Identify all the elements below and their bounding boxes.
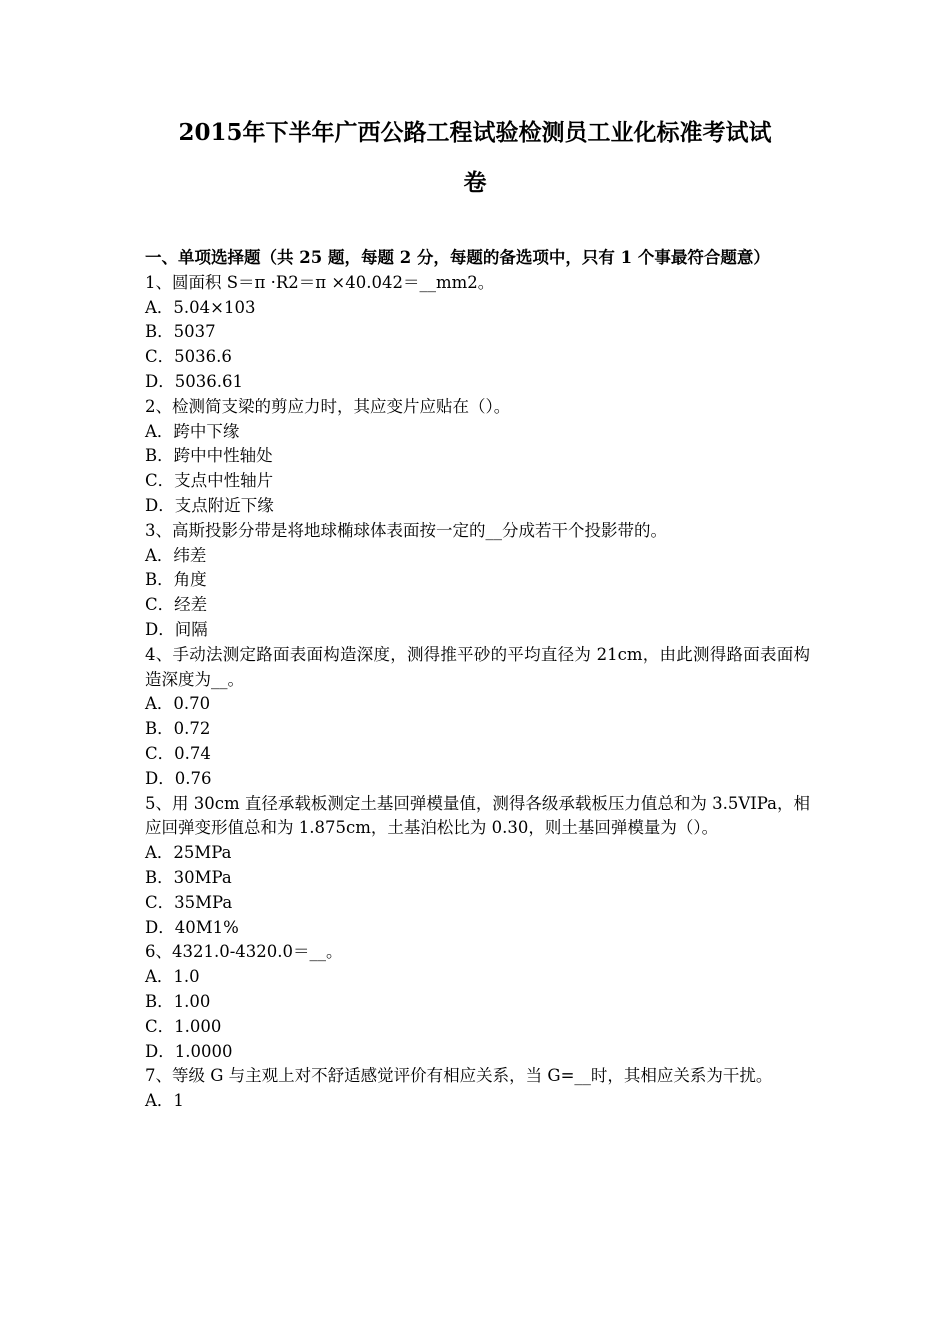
option-b: B．角度 (145, 570, 207, 590)
option-c: C．经差 (145, 595, 208, 615)
option-d: D．支点附近下缘 (145, 495, 274, 515)
option-b: B．30MPa (145, 867, 232, 887)
question-6 (145, 940, 810, 1064)
option-a: A．纬差 (145, 545, 207, 565)
question-3 (145, 519, 810, 643)
question-1 (145, 271, 810, 395)
option-c: C．支点中性轴片 (145, 471, 274, 491)
title-line-1: 2015年下半年广西公路工程试验检测员工业化标准考试试 (178, 119, 772, 146)
option-a: A．1.0 (145, 967, 200, 987)
question-stem: 5、用 30cm 直径承载板测定土基回弹模量值，测得各级承载板压力值总和为 3.5VIPa，相应回弹变形值总和为 1.875cm，土基泊松比为 0.30，则土基回弹模量为（）。 (145, 793, 810, 838)
option-a: A．0.70 (145, 694, 211, 714)
section-heading: 一、单项选择题（共 25 题，每题 2 分，每题的备选项中，只有 1 个事最符合题意） (145, 248, 770, 267)
option-d: D．40M1% (145, 917, 239, 937)
question-7 (145, 1064, 810, 1114)
question-stem: 3、高斯投影分带是将地球椭球体表面按一定的__分成若干个投影带的。 (145, 520, 667, 540)
question-2 (145, 395, 810, 519)
option-b: B．0.72 (145, 719, 211, 739)
option-c: C．0.74 (145, 743, 211, 763)
question-stem: 7、等级 G 与主观上对不舒适感觉评价有相应关系，当 G=__时，其相应关系为干扰。 (145, 1066, 773, 1086)
option-d: D．5036.61 (145, 371, 243, 391)
question-stem: 1、圆面积 S＝π ·R2＝π ×40.042＝__mm2。 (145, 272, 495, 292)
option-b: B．5037 (145, 322, 216, 342)
option-c: C．1.000 (145, 1016, 222, 1036)
document-body (145, 246, 810, 1114)
option-d: D．0.76 (145, 768, 212, 788)
question-stem: 6、4321.0-4320.0＝__。 (145, 942, 343, 962)
question-5 (145, 792, 810, 941)
option-c: C．5036.6 (145, 347, 232, 367)
option-b: B．跨中中性轴处 (145, 446, 273, 466)
option-d: D．间隔 (145, 619, 208, 639)
title-line-2: 卷 (463, 169, 487, 196)
option-d: D．1.0000 (145, 1041, 233, 1061)
question-stem: 4、手动法测定路面表面构造深度，测得推平砂的平均直径为 21cm，由此测得路面表面构造深度为__。 (145, 644, 810, 689)
option-a: A．25MPa (145, 843, 232, 863)
document-title (120, 108, 830, 208)
option-c: C．35MPa (145, 892, 233, 912)
option-a: A．跨中下缘 (145, 421, 240, 441)
question-stem: 2、检测简支梁的剪应力时，其应变片应贴在（）。 (145, 396, 511, 416)
option-a: A．1 (145, 1091, 184, 1111)
question-4 (145, 643, 810, 792)
option-a: A．5.04×103 (145, 297, 256, 317)
option-b: B．1.00 (145, 991, 211, 1011)
